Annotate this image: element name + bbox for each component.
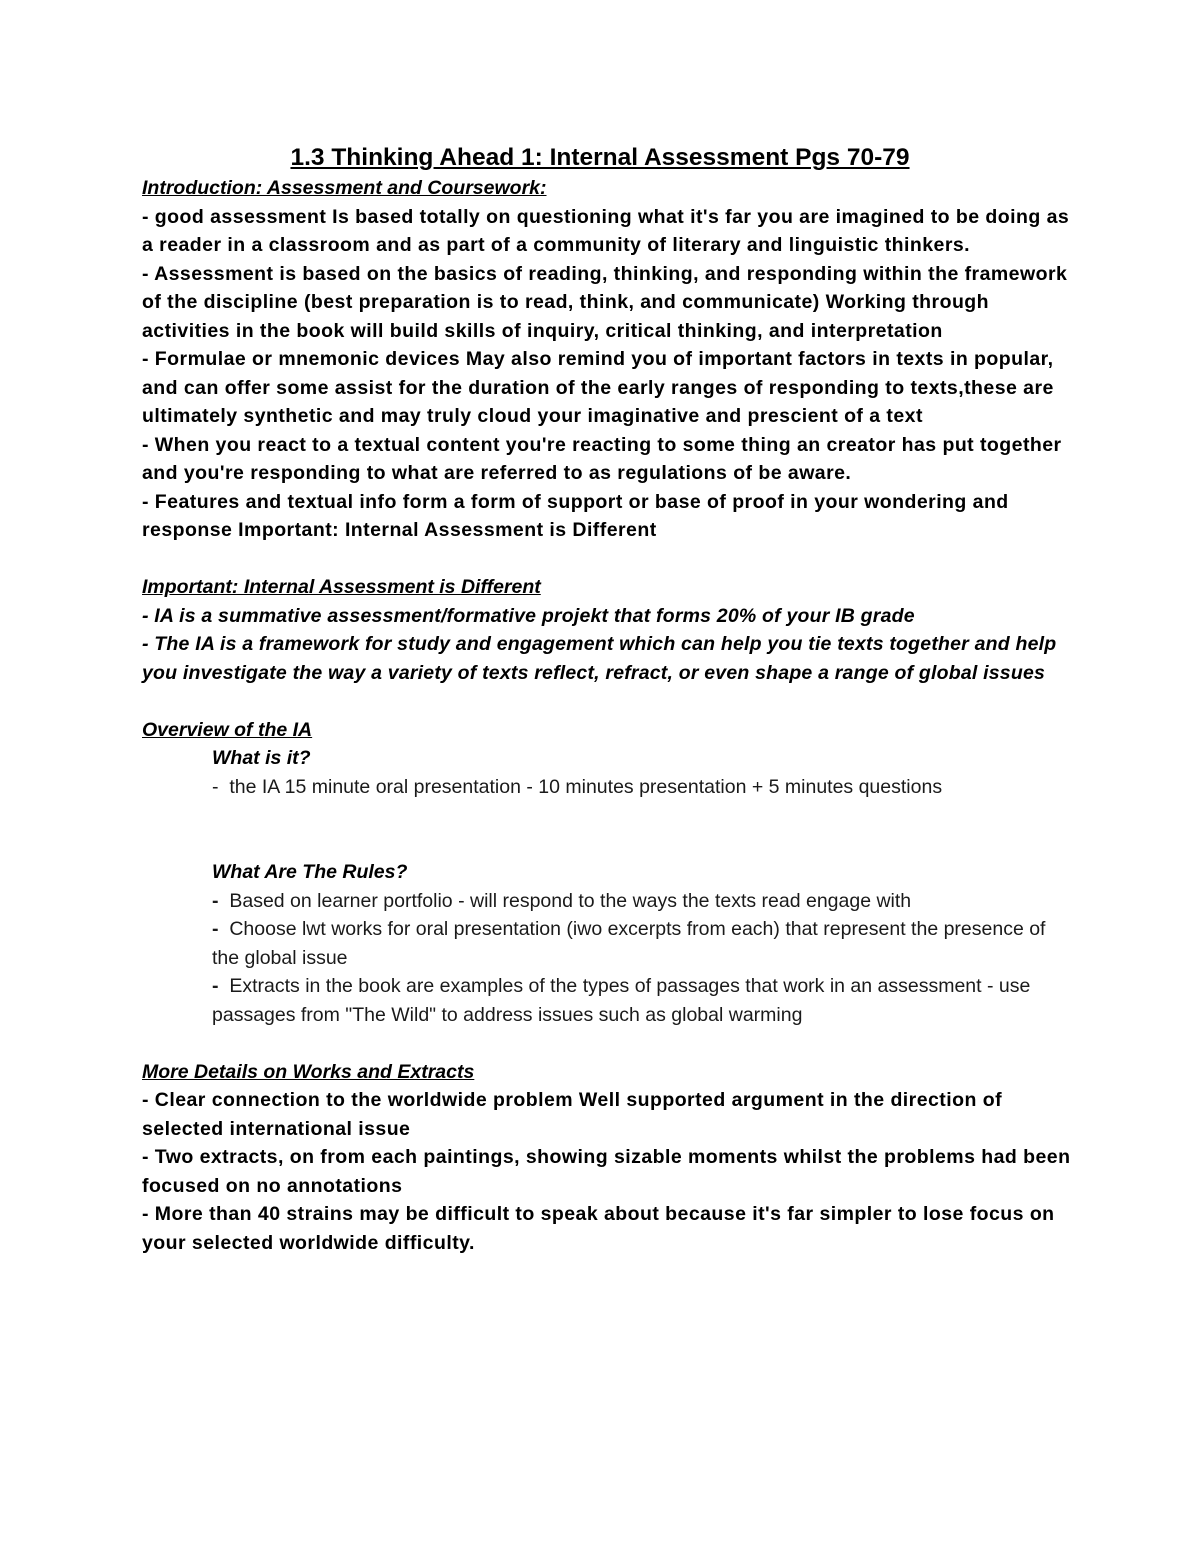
document-body: [142, 174, 1072, 1257]
rules-item-text: Based on learner portfolio - will respond to the ways the texts read engage with: [229, 889, 912, 912]
rules-heading: What Are The Rules?: [212, 861, 408, 883]
spacer: [142, 801, 1072, 858]
intro-bullet-1: - good assessment Is based totally on questioning what it's far you are imagined to be doing as a reader in a classroom and as part of a community of literary and linguistic thinkers.: [142, 205, 1070, 256]
overview-section: [142, 716, 1072, 1030]
intro-section: [142, 174, 1072, 545]
intro-bullet-3: - Formulae or mnemonic devices May also remind you of important factors in texts in popular, and can offer some assist for the duration of the early ranges of responding to texts,these are ultimately synthetic and may truly cloud your imaginative and prescient of a text: [142, 348, 1054, 427]
spacer: [142, 687, 1072, 716]
rules-item-1: [212, 887, 1072, 916]
important-bullet-2: - The IA is a framework for study and engagement which can help you tie texts together and help you investigate the way a variety of texts reflect, refract, or even shape a range of global issues: [142, 633, 1057, 684]
spacer: [142, 545, 1072, 574]
important-section: [142, 573, 1072, 687]
overview-heading: Overview of the IA: [142, 718, 313, 741]
rules-item-3: [212, 972, 1072, 1029]
rules-item-text: Extracts in the book are examples of the types of passages that work in an assessment - use passages from "The Wild" to address issues such as global warming: [212, 975, 1031, 1026]
what-is-it-heading: What is it?: [212, 747, 311, 769]
important-bullet-1: - IA is a summative assessment/formative projekt that forms 20% of your IB grade: [142, 604, 915, 627]
what-is-it-item: [212, 773, 1072, 802]
page-title: 1.3 Thinking Ahead 1: Internal Assessment Pgs 70-79: [290, 144, 910, 171]
rules-item-2: [212, 915, 1072, 972]
details-section: [142, 1058, 1072, 1258]
dash-marker: -: [212, 775, 219, 798]
what-is-it-text: the IA 15 minute oral presentation - 10 minutes presentation + 5 minutes questions: [229, 775, 943, 798]
dash-marker: -: [212, 889, 219, 912]
intro-bullet-2: - Assessment is based on the basics of reading, thinking, and responding within the framework of the discipline (best preparation is to read, think, and communicate) Working through activities in the book will build skills of inquiry, critical thinking, and interpretation: [142, 262, 1068, 342]
intro-bullet-5: - Features and textual info form a form of support or base of proof in your wondering and response Important: Internal Assessment is Different: [142, 490, 1009, 541]
details-heading: More Details on Works and Extracts: [142, 1060, 475, 1083]
what-is-it-block: [142, 744, 1072, 801]
details-bullet-2: - Two extracts, on from each paintings, showing sizable moments whilst the problems had been focused on no annotations: [142, 1146, 1071, 1197]
dash-marker: -: [212, 975, 219, 997]
details-bullet-3: - More than 40 strains may be difficult to speak about because it's far simpler to lose focus on your selected worldwide difficulty.: [142, 1203, 1055, 1254]
details-bullet-1: - Clear connection to the worldwide problem Well supported argument in the direction of selected international issue: [142, 1089, 1003, 1140]
dash-marker: -: [212, 918, 219, 940]
important-heading: Important: Internal Assessment is Different: [142, 576, 541, 598]
intro-bullet-4: - When you react to a textual content you're reacting to some thing an creator has put together and you're responding to what are referred to as regulations of be aware.: [142, 433, 1062, 484]
intro-heading: Introduction: Assessment and Coursework:: [142, 177, 547, 199]
spacer: [142, 1029, 1072, 1058]
rules-block: [142, 858, 1072, 1029]
rules-item-text: Choose lwt works for oral presentation (iwo excerpts from each) that represent the presence of the global issue: [212, 918, 1046, 969]
